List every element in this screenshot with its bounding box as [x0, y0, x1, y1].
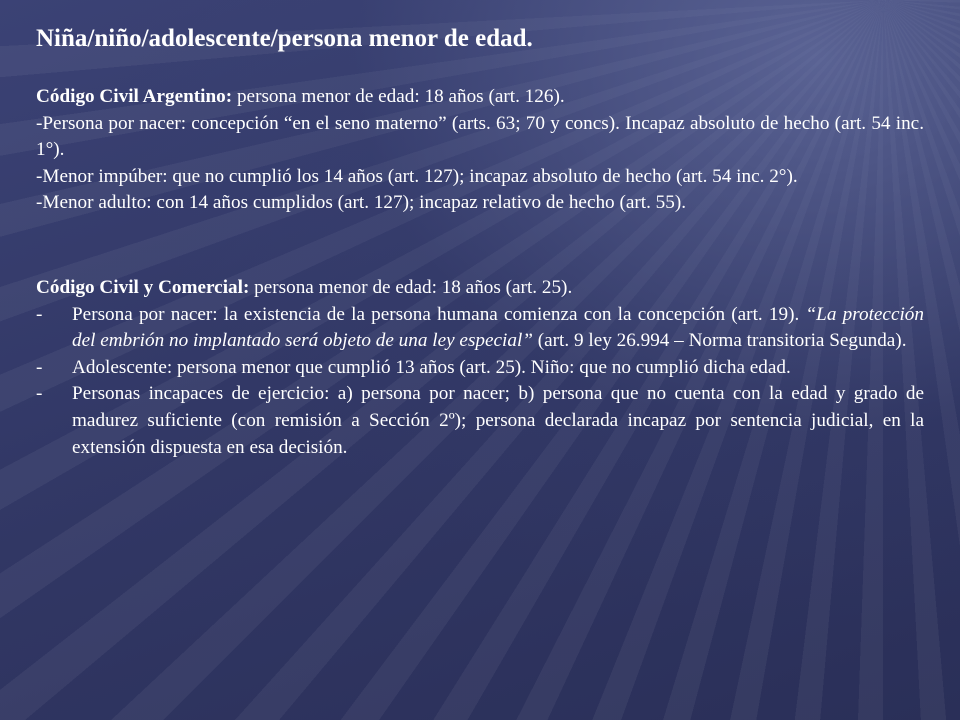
list-item [36, 381, 924, 461]
list-item [36, 355, 924, 382]
item-text-part: Persona por nacer: la existencia de la persona humana comienza con la concepción (art. 19). [72, 303, 806, 325]
civil-code-intro [36, 84, 924, 111]
item-text-part: (art. 9 ley 26.994 – Norma transitoria Segunda). [532, 330, 907, 352]
list-item-text: Personas incapaces de ejercicio: a) persona por nacer; b) persona que no cuenta con la edad y grado de madurez suficiente (con remisión a Sección 2º); persona declarada incapaz por sentencia judicial, en la extensión dispuesta en esa decisión. [72, 383, 924, 458]
civil-code-item: -Persona por nacer: concepción “en el seno materno” (arts. 63; 70 y concs). Incapaz absoluto de hecho (art. 54 inc. 1°). [36, 112, 924, 161]
civil-code-section [36, 84, 924, 217]
ccc-intro [36, 275, 924, 302]
list-item-text [72, 302, 924, 355]
ccc-list [36, 302, 924, 462]
list-dash: - [36, 303, 43, 325]
civil-code-item: -Menor impúber: que no cumplió los 14 años (art. 127); incapaz absoluto de hecho (art. 54 inc. 2°). [36, 165, 798, 187]
list-dash: - [36, 356, 43, 378]
civil-code-item: -Menor adulto: con 14 años cumplidos (art. 127); incapaz relativo de hecho (art. 55). [36, 192, 687, 214]
ccc-label: Código Civil y Comercial: [36, 276, 250, 298]
ccc-section [36, 275, 924, 461]
italic-quote: “La protección del embrión no implantado será objeto de una ley especial” [72, 303, 924, 352]
civil-code-intro-text: persona menor de edad: 18 años (art. 126). [232, 86, 565, 107]
slide-title: Niña/niño/adolescente/persona menor de edad. [36, 25, 533, 52]
section-spacer [36, 217, 924, 275]
list-item-text: Adolescente: persona menor que cumplió 13 años (art. 25). Niño: que no cumplió dicha edad. [72, 356, 791, 378]
list-dash: - [36, 383, 43, 405]
slide-content [36, 22, 924, 461]
ccc-intro-text: persona menor de edad: 18 años (art. 25). [249, 276, 573, 298]
civil-code-label: Código Civil Argentino: [36, 86, 233, 107]
list-item [36, 302, 924, 355]
